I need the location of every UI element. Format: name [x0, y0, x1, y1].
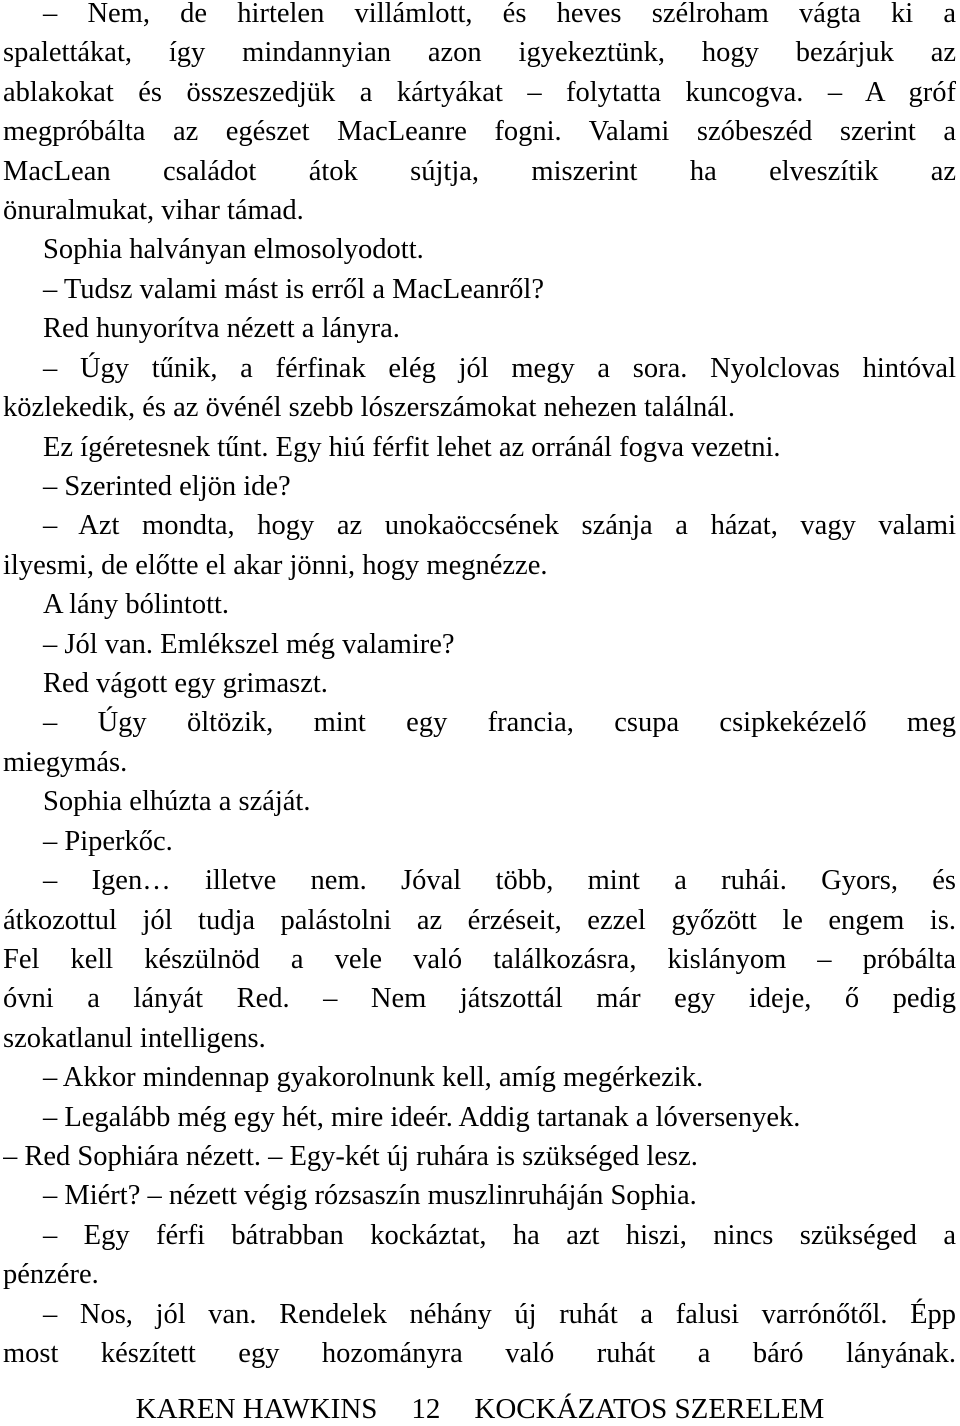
footer-page-number: 12: [411, 1393, 441, 1425]
text-line: – Szerinted eljön ide?: [43, 471, 291, 502]
text-line: – Nos, jól van. Rendelek néhány új ruhát a falusi varrónőtől. Épp: [43, 1299, 956, 1330]
text-line: megpróbálta az egészet MacLeanre fogni. Valami szóbeszéd szerint a: [3, 116, 956, 147]
text-line: – Legalább még egy hét, mire ideér. Addig tartanak a lóversenyek.: [43, 1102, 801, 1133]
footer-book-title: KOCKÁZATOS SZERELEM: [474, 1393, 825, 1425]
text-line: – Miért? – nézett végig rózsaszín muszlinruháján Sophia.: [43, 1180, 697, 1211]
text-line: óvni a lányát Red. – Nem játszottál már egy ideje, ő pedig: [3, 983, 956, 1014]
text-line: – Jól van. Emlékszel még valamire?: [43, 629, 455, 660]
text-line: átkozottul jól tudja palástolni az érzéseit, ezzel győzött le engem is.: [3, 905, 956, 936]
text-line: Sophia elhúzta a száját.: [43, 786, 311, 817]
text-line: közlekedik, és az övénél szebb lószerszámokat nehezen találnál.: [3, 392, 735, 423]
text-line: ilyesmi, de előtte el akar jönni, hogy megnézze.: [3, 550, 548, 581]
text-line: spalettákat, így mindannyian azon igyekeztünk, hogy bezárjuk az: [3, 37, 956, 68]
text-line: – Piperkőc.: [43, 826, 173, 857]
text-line: Red hunyorítva nézett a lányra.: [43, 313, 400, 344]
text-line: szokatlanul intelligens.: [3, 1023, 266, 1054]
text-line: – Red Sophiára nézett. – Egy-két új ruhára is szükséged lesz.: [3, 1141, 698, 1172]
text-line: – Egy férfi bátrabban kockáztat, ha azt hiszi, nincs szükséged a: [43, 1220, 956, 1251]
text-line: – Tudsz valami mást is erről a MacLeanről?: [43, 274, 545, 305]
text-line: Fel kell készülnöd a vele való találkozásra, kislányom – próbálta: [3, 944, 956, 975]
text-line: MacLean családot átok sújtja, miszerint ha elveszítik az: [3, 156, 956, 187]
text-line: – Úgy tűnik, a férfinak elég jól megy a sora. Nyolclovas hintóval: [43, 353, 956, 384]
text-line: önuralmukat, vihar támad.: [3, 195, 304, 226]
text-line: Ez ígéretesnek tűnt. Egy hiú férfit lehet az orránál fogva vezetni.: [43, 432, 781, 463]
text-line: – Azt mondta, hogy az unokaöccsének szánja a házat, vagy valami: [43, 510, 956, 541]
text-line: – Úgy öltözik, mint egy francia, csupa csipkekézelő meg: [43, 707, 956, 738]
text-line: A lány bólintott.: [43, 589, 230, 620]
footer-author: KAREN HAWKINS: [135, 1393, 378, 1425]
text-line: pénzére.: [3, 1259, 99, 1290]
text-line: miegymás.: [3, 747, 128, 778]
text-line: – Akkor mindennap gyakorolnunk kell, amíg megérkezik.: [43, 1062, 704, 1093]
text-line: – Igen… illetve nem. Jóval több, mint a ruhái. Gyors, és: [43, 865, 956, 896]
text-line: – Nem, de hirtelen villámlott, és heves szélroham vágta ki a: [43, 0, 956, 29]
text-line: Red vágott egy grimaszt.: [43, 668, 328, 699]
page-footer: [0, 1392, 960, 1426]
text-line: most készített egy hozományra való ruhát a báró lányának.: [3, 1338, 956, 1369]
text-line: Sophia halványan elmosolyodott.: [43, 234, 424, 265]
text-line: ablakokat és összeszedjük a kártyákat – folytatta kuncogva. – A gróf: [3, 77, 956, 108]
